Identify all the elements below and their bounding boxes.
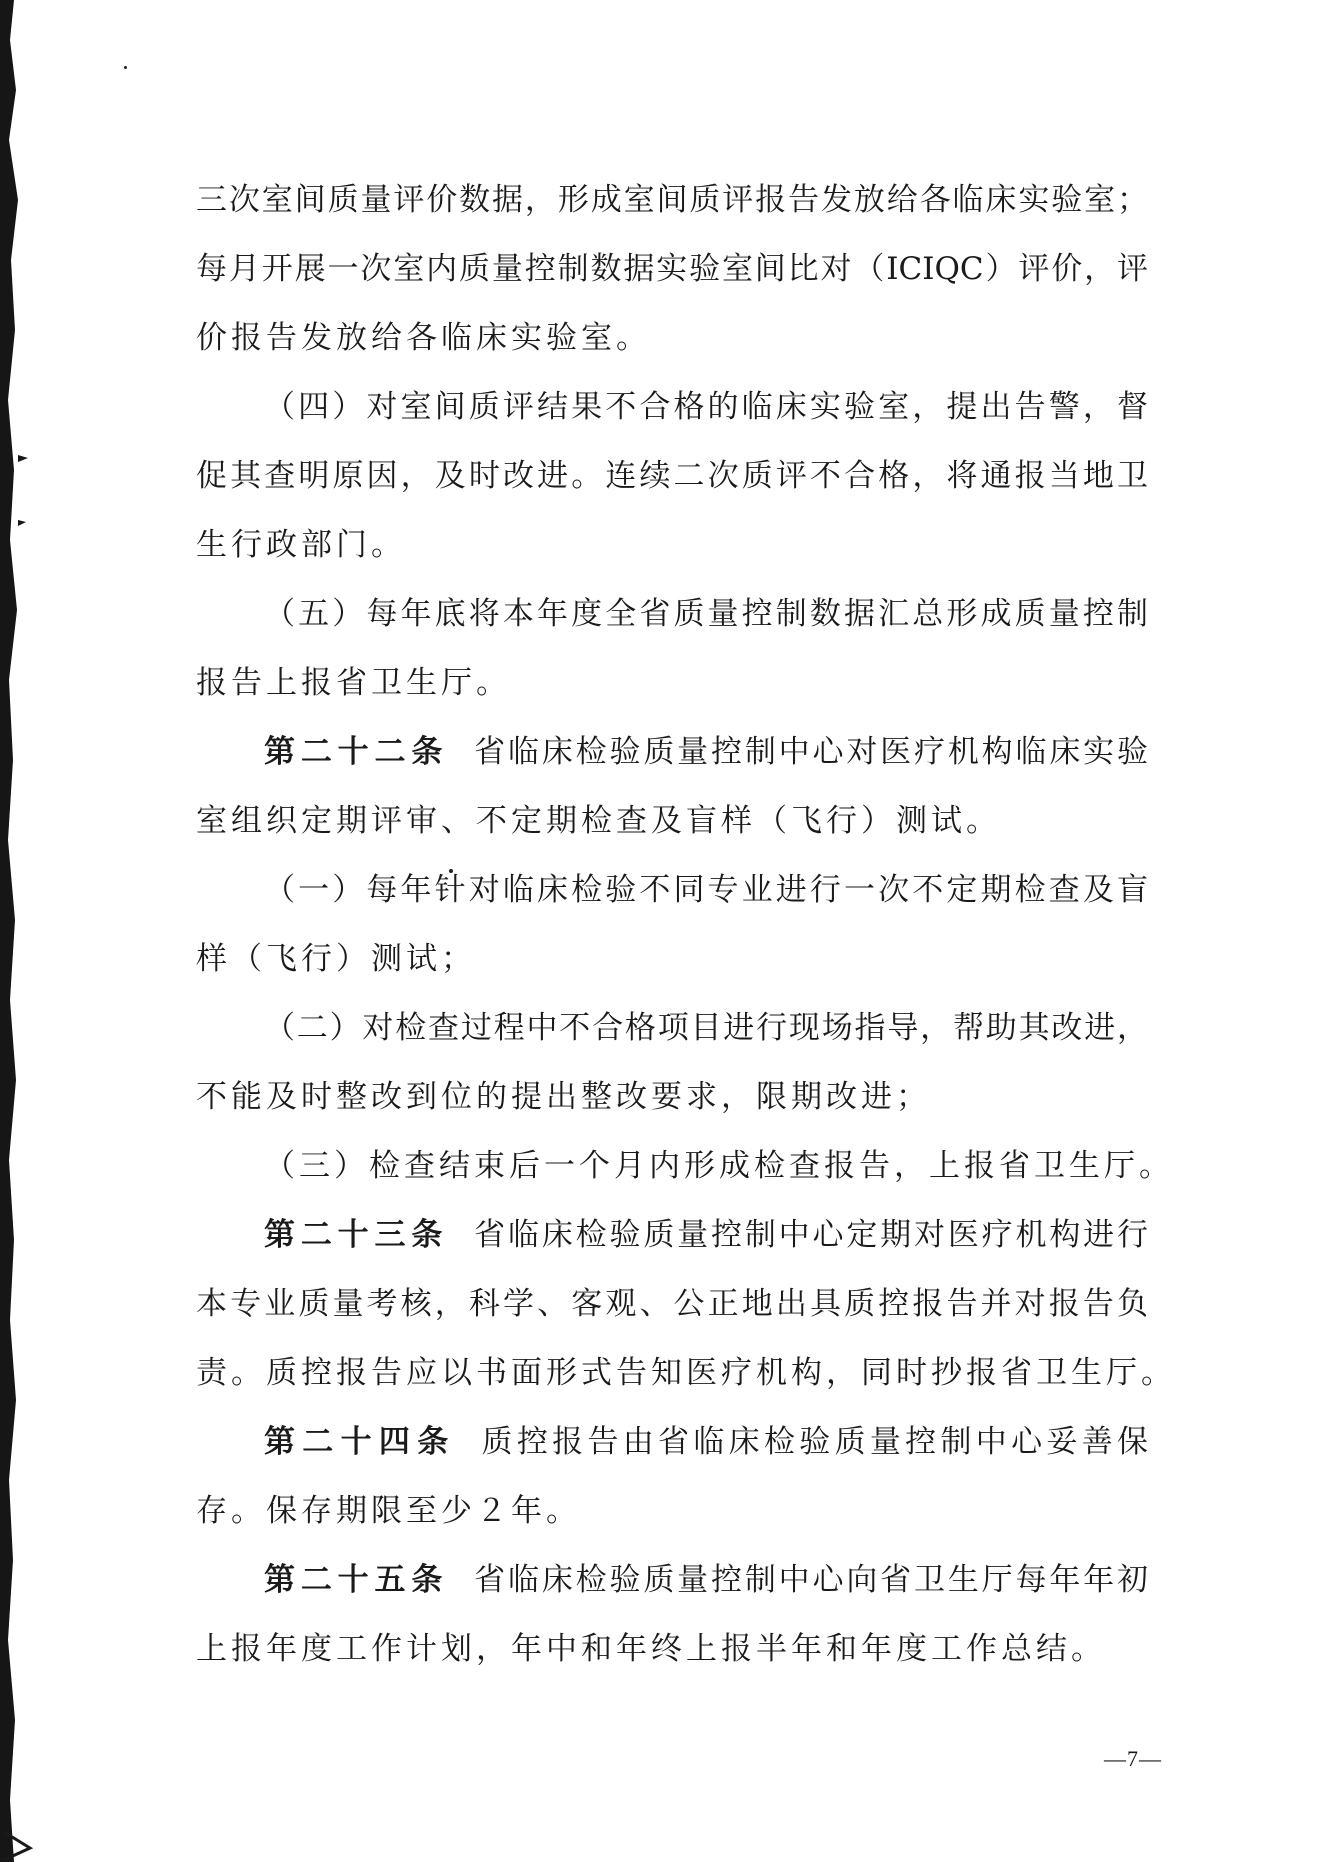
text-line: 室组织定期评审、不定期检查及盲样（飞行）测试。 (196, 803, 1001, 839)
text-line: 生行政部门。 (196, 527, 406, 563)
text-line: 存。保存期限至少２年。 (196, 1493, 581, 1529)
corner-mark-icon (0, 1826, 36, 1862)
article-23-text: 省临床检验质量控制中心定期对医疗机构进行 (474, 1217, 1149, 1253)
page-number: —7— (1104, 1746, 1162, 1771)
scan-edge-shadow (0, 0, 30, 1862)
article-22-text: 省临床检验质量控制中心对医疗机构临床实验 (474, 734, 1149, 770)
text-line: （二）对检查过程中不合格项目进行现场指导，帮助其改进， (264, 1010, 1148, 1046)
article-25-text: 省临床检验质量控制中心向省卫生厅每年年初 (474, 1562, 1149, 1598)
text-line: （五）每年底将本年度全省质量控制数据汇总形成质量控制 (264, 596, 1148, 632)
text-line: 三次室间质量评价数据，形成室间质评报告发放给各临床实验室； (196, 182, 1148, 218)
article-23-heading: 第二十三条 (264, 1217, 449, 1253)
article-22-line (196, 732, 1148, 772)
article-25-line (196, 1560, 1148, 1600)
text-line: 报告上报省卫生厅。 (196, 665, 511, 701)
article-22-heading: 第二十二条 (264, 734, 449, 770)
article-24-text: 质控报告由省临床检验质量控制中心妥善保 (481, 1424, 1149, 1460)
text-line: （四）对室间质评结果不合格的临床实验室，提出告警，督 (264, 389, 1148, 425)
text-line: 每月开展一次室内质量控制数据实验室间比对（ICIQC）评价，评 (196, 251, 1148, 287)
article-24-heading: 第二十四条 (264, 1424, 456, 1460)
article-23-line (196, 1215, 1148, 1255)
text-line: 不能及时整改到位的提出整改要求，限期改进； (196, 1079, 931, 1115)
article-25-heading: 第二十五条 (264, 1562, 449, 1598)
text-line: 价报告发放给各临床实验室。 (196, 320, 651, 356)
article-24-line (196, 1422, 1148, 1462)
text-line: （一）每年针对临床检验不同专业进行一次不定期检查及盲 (264, 872, 1148, 908)
text-line: （三）检查结束后一个月内形成检查报告，上报省卫生厅。 (264, 1148, 1174, 1184)
scan-speck (124, 66, 127, 69)
text-line: 样（飞行）测试； (196, 941, 476, 977)
text-line: 责。质控报告应以书面形式告知医疗机构，同时抄报省卫生厅。 (196, 1355, 1176, 1391)
text-line: 本专业质量考核，科学、客观、公正地出具质控报告并对报告负 (196, 1286, 1148, 1322)
text-line: 上报年度工作计划，年中和年终上报半年和年度工作总结。 (196, 1631, 1106, 1667)
text-line: 促其查明原因，及时改进。连续二次质评不合格，将通报当地卫 (196, 458, 1148, 494)
